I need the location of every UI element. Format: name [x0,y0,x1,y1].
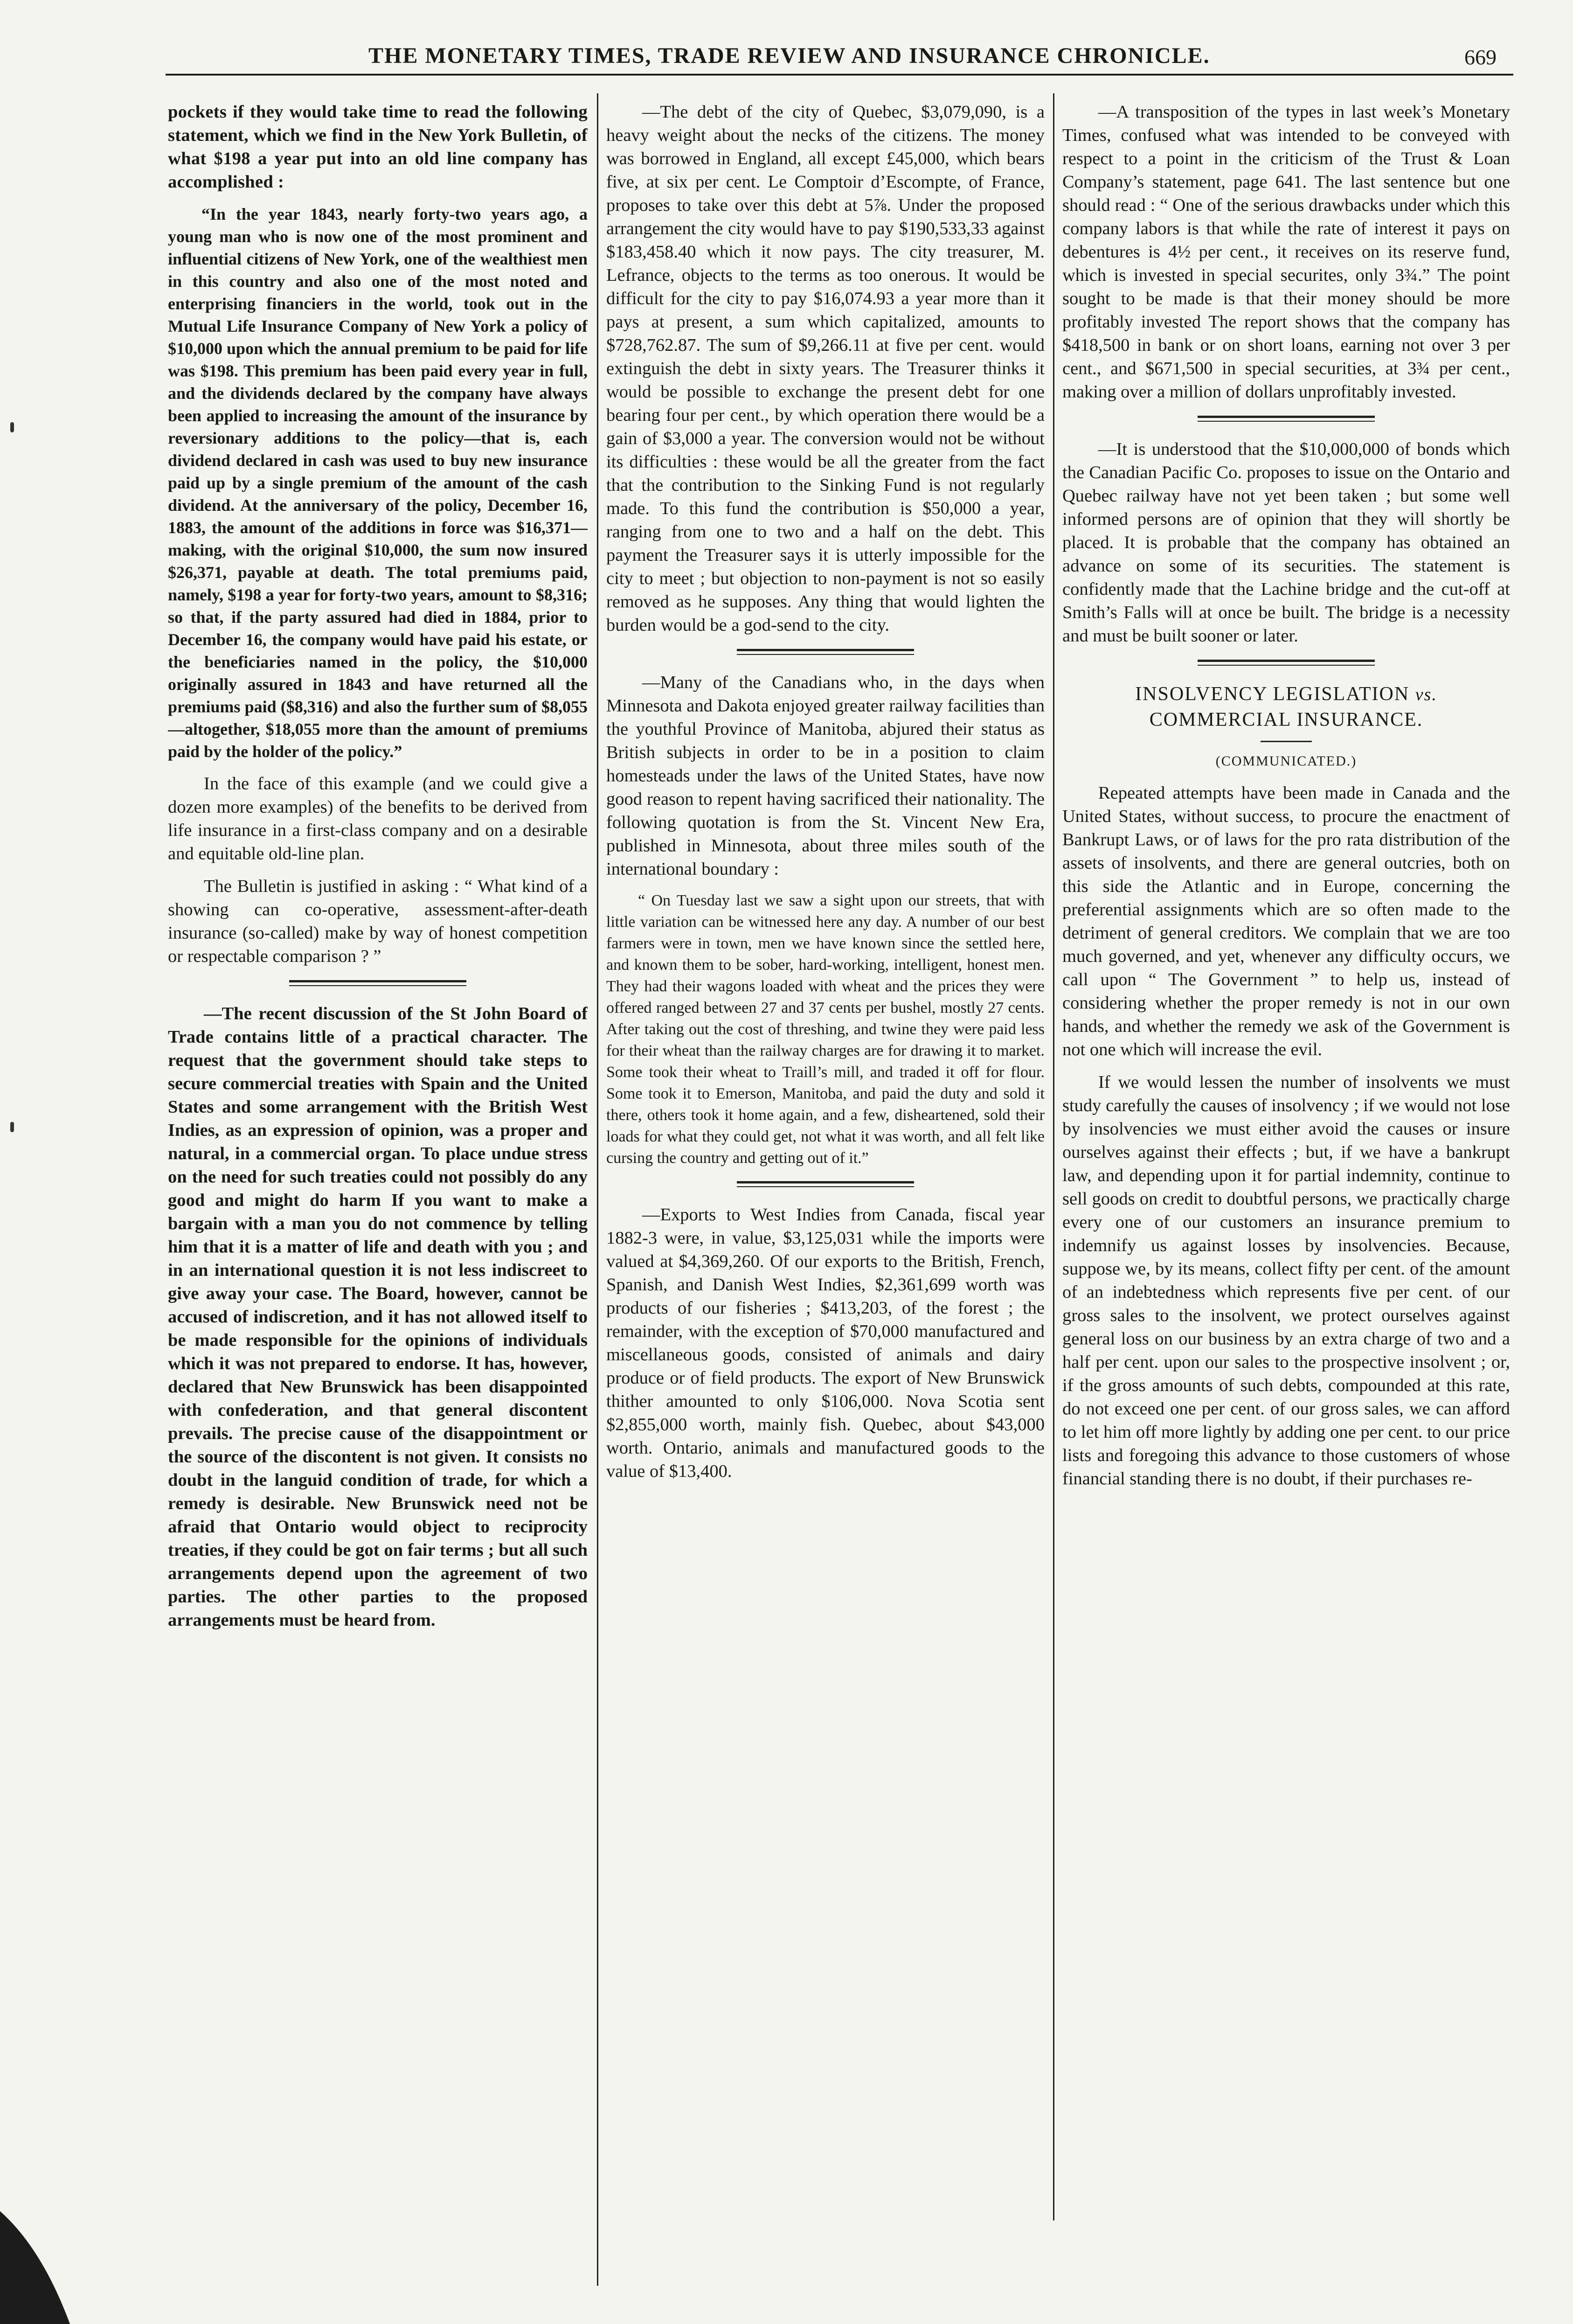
header-rule [166,74,1513,76]
heading-versus: vs. [1415,685,1437,704]
communicated-label: (COMMUNICATED.) [1215,753,1357,769]
quebec-debt-article: —The debt of the city of Quebec, $3,079,090, is a heavy weight about the necks of the citizens. The money was borrowed in England, all except £45,000, which bears five, at six per cent. Le Comptoir d’Escompte, of France, proposes to take over this debt at 5⅞. Under the proposed arrangement the city would have to pay $190,533,33 against $183,458.40 which it now pays. The city treasurer, M. Lefrance, objects to the terms as too onerous. It would be difficult for the city to pay $16,074.93 a year more than it pays at present, a sum which capitalized, amounts to $728,762.87. The sum of $9,266.11 at five per cent. would extinguish the debt in sixty years. The Treasurer thinks it would be possible to exchange the present debt for one bearing four per cent., by which operation there would be a gain of $3,000 a year. The conversion would not be without its difficulties : these would be all the greater from the fact that the contribution to the Sinking Fund is not regularly made. To this fund the contribution is $50,000 a year, ranging from one to two and a half on the debt. This payment the Treasurer says it is utterly impossible for the city to meet ; but objection to non-payment is not so easily removed as he supposes. Any thing that would lighten the burden would be a god-send to the city. [606,102,1045,635]
transposition-notice: —A transposition of the types in last week’s Monetary Times, confused what was intended to be conveyed with respect to a point in the criticism of the Trust & Loan Company’s statement, page 641. The last sentence but one should read : “ One of the serious drawbacks under which this company labors is that while the rate of interest it pays on debentures is 4½ per cent., it receives on its reserve fund, which is invested in special securites, only 3¾.” The point sought to be made is that their money should be more profitably invested The report shows that the company has $418,500 in bank or on short loans, earning not over 3 per cent., and $671,500 in special securities, at 3¾ per cent., making over a million of dollars unprofitably invested. [1062,102,1510,402]
article-paragraph: In the face of this example (and we could give a dozen more examples) of the benefits to be derived from life insurance in a first-class company and on a desirable and equitable old-line plan. [168,774,588,863]
heading-line-1: INSOLVENCY LEGISLATION [1135,683,1410,705]
section-separator [737,1181,914,1187]
publication-title: THE MONETARY TIMES, TRADE REVIEW AND INSURANCE CHRONICLE. [368,43,1210,68]
section-separator [289,980,466,986]
new-era-quote: “ On Tuesday last we saw a sight upon our streets, that with little variation can be witnessed here any day. A number of our best farmers were in town, men we have known since the settled here, and known them to be sober, hard-working, intelligent, honest men. They had their wagons loaded with wheat and the prices they were offered ranged between 27 and 37 cents per bushel, mostly 27 cents. After taking out the cost of threshing, and twine they were paid less for their wheat than the railway charges are for drawing it to market. Some took their wheat to Traill’s mill, and traded it off for flour. Some took it to Emerson, Manitoba, and paid the duty and sold it there, others took it home again, and a few, disheartened, sold their loads for what they could get, not what it was worth, and all felt like cursing the country and getting out of it.” [606,892,1045,1167]
column-2 [606,100,1045,2227]
article-paragraph: The Bulletin is justified in asking : “ What kind of a showing can co-operative, assessment-after-death insurance (so-called) make by way of honest competition or respectable comparison ? ” [168,877,588,966]
canadian-pacific-article: —It is understood that the $10,000,000 of bonds which the Canadian Pacific Co. proposes to issue on the Ontario and Quebec railway have not yet been taken ; but some well informed persons are of opinion that they will shortly be placed. It is probable that the company has obtained an advance on some of its securities. The statement is confidently made that the Lachine bridge and the cut-off at Smith’s Falls will at once be built. The bridge is a necessity and must be built sooner or later. [1062,439,1510,646]
column-divider-2 [1053,93,1054,2220]
heading-line-2: COMMERCIAL INSURANCE. [1149,709,1423,731]
st-john-article: —The recent discussion of the St John Board of Trade contains little of a practical character. The request that the government should take steps to secure commercial treaties with Spain and the United States and some arrangement with the British West Indies, as an expression of opinion, was a proper and natural, in a commercial organ. To place undue stress on the need for such treaties could not possibly do any good and might do harm If you want to make a bargain with a man you do not commence by telling him that it is a matter of life and death with you ; and in an international question it is not less indiscreet to give away your case. The Board, however, cannot be accused of indiscretion, and it has not allowed itself to be made responsible for the opinions of individuals which it was not prepared to endorse. It has, however, declared that New Brunswick has been disappointed with confederation, and that general discontent prevails. The precise cause of the disappointment or the source of the discontent is not given. It consists no doubt in the languid condition of trade, for which a remedy is desirable. New Brunswick need not be afraid that Ontario would object to reciprocity treaties, if they could be got on fair terms ; but all such arrangements depend upon the agreement of two parties. The other parties to the proposed arrangements must be heard from. [168,1004,588,1630]
insolvency-heading [1062,682,1510,707]
article-continuation: pockets if they would take time to read the following statement, which we find in the New York Bulletin, of what $198 a year put into an old line company has accomplished : [168,102,588,192]
section-separator [1198,416,1375,422]
scan-mark [10,1122,14,1132]
column-divider-1 [597,93,598,2286]
insolvency-paragraph: If we would lessen the number of insolvents we must study carefully the causes of insolvency ; if we would not lose by insolvencies we must either avoid the causes or insure ourselves against their effects ; but, if we have a bankrupt law, and depending upon it for partial indemnity, continue to sell goods on credit to doubtful persons, we practically charge every one of our customers an insurance premium to indemnify us against losses by insolvencies. Because, suppose we, by its means, collect fifty per cent. of the amount of an indebtedness which represents five per cent. of our gross sales to the insolvent, we protect ourselves against general loss on our business by an extra charge of two and a half per cent. upon our sales to the prospective insolvent ; or, if the gross amounts of such debts, compounded at this rate, do not exceed one per cent. of our gross sales, we can afford to let him off more lightly by adding one per cent. to our price lists and foregoing this advance to those customers of whose financial standing there is no doubt, if their purchases re- [1062,1072,1510,1489]
heading-rule [1261,741,1312,742]
west-indies-exports-article: —Exports to West Indies from Canada, fiscal year 1882-3 were, in value, $3,125,031 while the imports were valued at $4,369,260. Of our exports to the British, French, Spanish, and Danish West Indies, $2,361,699 worth was products of our fisheries ; $413,203, of the forest ; the remainder, with the exception of $70,000 manufactured and miscellaneous goods, consisted of animals and dairy produce or of field products. The export of New Brunswick thither amounted to only $106,000. Nova Scotia sent $2,855,000 worth, mainly fish. Quebec, about $43,000 worth. Ontario, animals and manufactured goods to the value of $13,400. [606,1205,1045,1481]
scan-edge-shadow [0,2192,79,2324]
section-separator [737,649,914,655]
scan-mark [10,422,14,432]
column-1 [168,100,588,2227]
canadians-article: —Many of the Canadians who, in the days when Minnesota and Dakota enjoyed greater railway facilities than the youthful Province of Manitoba, abjured their status as British subjects in order to be in a position to claim homesteads under the laws of the United States, have now good reason to repent having sacrificed their nationality. The following quotation is from the St. Vincent New Era, published in Minnesota, about three miles south of the international boundary : [606,673,1045,879]
column-3 [1062,100,1510,2227]
section-separator [1198,660,1375,666]
page-number: 669 [1464,45,1497,69]
insolvency-paragraph: Repeated attempts have been made in Canada and the United States, without success, to procure the enactment of Bankrupt Laws, or of laws for the pro rata distribution of the assets of insolvents, and there are general outcries, both on this side the Atlantic and in Europe, concerning the preferential assignments which are so often made to the detriment of general creditors. We complain that we are too much governed, and yet, whenever any difficulty occurs, we call upon “ The Government ” to help us, instead of considering whether the proper remedy is not in our own hands, and whether the remedy we ask of the Government is not one which will increase the evil. [1062,783,1510,1059]
page-header [0,0,1573,69]
bulletin-quote: “In the year 1843, nearly forty-two years ago, a young man who is now one of the most prominent and influential citizens of New York, one of the wealthiest men in this country and also one of the most noted and enterprising financiers in the world, took out in the Mutual Life Insurance Company of New York a policy of $10,000 upon which the annual premium to be paid for life was $198. This premium has been paid every year in full, and the dividends declared by the company have always been applied to increasing the amount of the insurance by reversionary additions to the policy—that is, each dividend declared in cash was used to buy new insurance paid up by a single premium of the amount of the cash dividend. At the anniversary of the policy, December 16, 1883, the amount of the additions in force was $16,371—making, with the original $10,000, the sum now insured $26,371, payable at death. The total premiums paid, namely, $198 a year for forty-two years, amount to $8,316; so that, if the party assured had died in 1884, prior to December 16, the company would have paid his estate, or the beneficiaries named in the policy, the $10,000 originally assured in 1843 and have returned all the premiums paid ($8,316) and also the further sum of $8,055—altogether, $18,055 more than the amount of premiums paid by the holder of the policy.” [168,205,588,761]
